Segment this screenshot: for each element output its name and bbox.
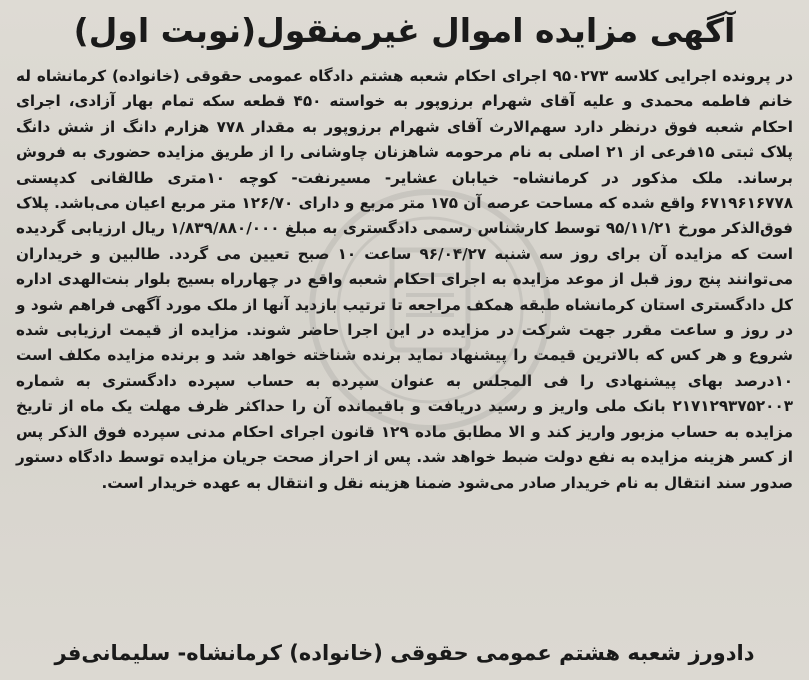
notice-signature: دادورز شعبه هشتم عمومی حقوقی (خانواده) کرمانشاه- سلیمانی‌فر [54,641,755,665]
notice-body: در پرونده اجرایی کلاسه ۹۵۰۲۷۳ اجرای احکام شعبه هشتم دادگاه عمومی حقوقی (خانواده) کرمانشاه له خانم فاطمه محمدی و علیه آقای شهرام برزوپور به خواسته ۴۵۰ قطعه سکه تمام بهار آزادی، اجرای احکام شعبه فوق درنظر دارد سهم‌الارث آقای شهرام برزوپور به مقدار ۷۷۸ هزارم دانگ از شش دانگ پلاک ثبتی ۱۵فرعی از ۲۱ اصلی به نام مرحومه شاهزنان چاوشانی را از طریق مزایده حضوری به فروش برساند. ملک مذکور در کرمانشاه- خیابان عشایر- مسیرنفت- کوچه ۱۰متری طالقانی کدپستی ۶۷۱۹۶۱۶۷۷۸ واقع شده که مساحت عرصه آن ۱۷۵ متر مربع و دارای ۱۲۶/۷۰ متر مربع اعیان می‌باشد. پلاک فوق‌الذکر مورخ ۹۵/۱۱/۲۱ توسط کارشناس رسمی دادگستری به مبلغ ۱/۸۳۹/۸۸۰/۰۰۰ ریال ارزیابی گردیده است که مزایده آن برای روز سه شنبه ۹۶/۰۴/۲۷ ساعت ۱۰ صبح تعیین می گردد. طالبین و خریداران می‌توانند پنج روز قبل از موعد مزایده به اجرای احکام شعبه واقع در چهارراه بسیج بلوار بنت‌الهدی اداره کل دادگستری استان کرمانشاه طبقه همکف مراجعه تا ترتیب بازدید آنها از ملک مورد آگهی فراهم شود و در روز و ساعت مقرر جهت شرکت در مزایده در این اجرا حاضر شوند. مزایده از قیمت ارزیابی شده شروع و هر کس که بالاترین قیمت را پیشنهاد نماید برنده شناخته خواهد شد و برنده مزایده مکلف است ۱۰درصد بهای پیشنهادی را فی المجلس به عنوان سپرده به حساب سپرده دادگستری به شماره ۲۱۷۱۲۹۳۷۵۲۰۰۳ بانک ملی واریز و رسید دریافت و باقیمانده آن را حداکثر ظرف مهلت یک ماه از تاریخ مزایده به حساب مزبور واریز کند و الا مطابق ماده ۱۲۹ قانون اجرای احکام مدنی سپرده فوق الذکر پس از کسر هزینه مزایده به نفع دولت ضبط خواهد شد. پس از احراز صحت جریان مزایده توسط دادگاه دستور صدور سند انتقال به نام خریدار صادر می‌شود ضمنا هزینه نقل و انتقال به عهده خریدار است. [16,67,794,492]
notice-title: آگهی مزایده اموال غیرمنقول(نوبت اول) [73,11,736,50]
